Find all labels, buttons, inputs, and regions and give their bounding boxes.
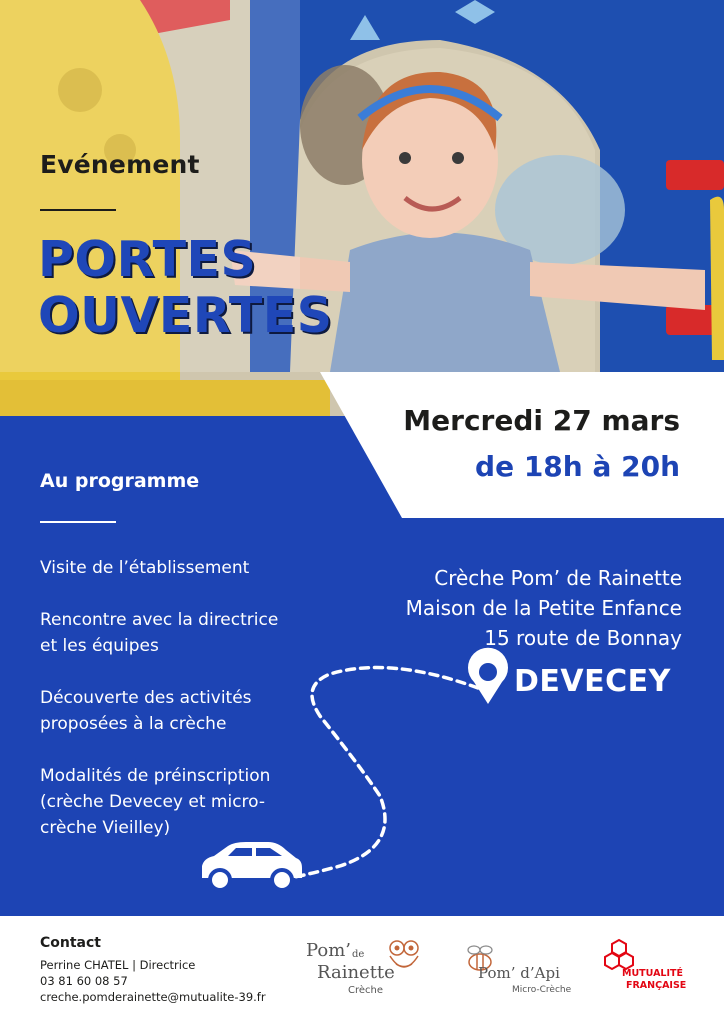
api-logo-sub: Micro-Crèche bbox=[512, 985, 572, 995]
mutualite-logo-line2: FRANÇAISE bbox=[626, 980, 687, 991]
event-time: de 18h à 20h bbox=[475, 450, 680, 483]
contact-person: Perrine CHATEL | Directrice bbox=[40, 958, 196, 972]
venue-name: Crèche Pom’ de Rainette bbox=[434, 566, 682, 590]
program-title: Au programme bbox=[40, 470, 200, 492]
program-item-line: Modalités de préinscription bbox=[40, 766, 271, 786]
program-item-line: Rencontre avec la directrice bbox=[40, 610, 279, 630]
program-item-line: Découverte des activités bbox=[40, 688, 252, 708]
location-pin-icon bbox=[468, 622, 508, 704]
program-item-line: crèche Vieilley) bbox=[40, 818, 171, 838]
event-date: Mercredi 27 mars bbox=[403, 404, 680, 437]
event-divider bbox=[40, 209, 116, 211]
mutualite-logo-line1: MUTUALITÉ bbox=[622, 968, 683, 979]
contact-phone[interactable]: 03 81 60 08 57 bbox=[40, 974, 128, 988]
event-title-line2: OUVERTES bbox=[38, 287, 333, 344]
event-title-line1: PORTES bbox=[38, 231, 257, 288]
event-label: Evénement bbox=[40, 150, 200, 179]
program-item-line: proposées à la crèche bbox=[40, 714, 227, 734]
frog-icon bbox=[384, 938, 424, 978]
venue-building: Maison de la Petite Enfance bbox=[405, 596, 682, 620]
rainette-logo-sub: Crèche bbox=[348, 985, 384, 996]
car-icon bbox=[202, 842, 302, 890]
program-item-line: et les équipes bbox=[40, 636, 159, 656]
program-item-line: Visite de l’établissement bbox=[40, 558, 250, 578]
rainette-logo-de: de bbox=[352, 949, 365, 960]
program-item-line: (crèche Devecey et micro- bbox=[40, 792, 266, 812]
route-path bbox=[290, 668, 478, 878]
venue-city: DEVECEY bbox=[514, 664, 671, 699]
api-logo-name: Pom’ d’Api bbox=[478, 964, 560, 982]
event-title bbox=[38, 232, 333, 344]
contact-email[interactable]: creche.pomderainette@mutualite-39.fr bbox=[40, 990, 266, 1004]
rainette-logo-name: Rainette bbox=[317, 962, 395, 983]
venue-street: 15 route de Bonnay bbox=[484, 626, 682, 650]
hero-photo bbox=[0, 0, 724, 420]
contact-title: Contact bbox=[40, 935, 101, 951]
rainette-logo-pom: Pom’ bbox=[306, 940, 352, 961]
